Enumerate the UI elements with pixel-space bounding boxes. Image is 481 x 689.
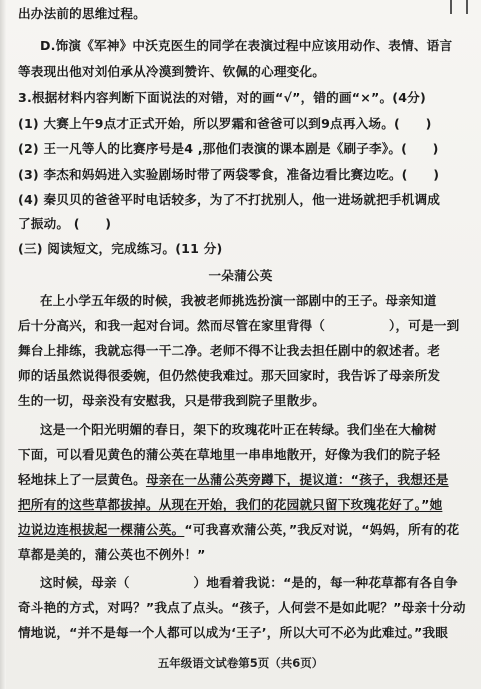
page-fold-shadow: [0, 0, 6, 689]
judge-item-1: (1) 大赛上午9点才正式开始，所以罗霜和爸爸可以到9点再入场。( ): [18, 116, 432, 131]
story-line: [18, 470, 463, 490]
underlined-sentence: 把所有的这些草都拔掉。从现在开始，我们的花园就只留下玫瑰花好了。”她: [18, 497, 443, 512]
story-line: 生的一切，母亲没有安慰我，只是带我到院子里散步。: [18, 393, 326, 408]
judge-item-4: (4) 秦贝贝的爸爸平时电话较多，为了不打扰别人，他一进场就把手机调成: [18, 192, 441, 207]
story-line: 奇斗艳的方式，对吗？”我点了点头。“孩子，人何尝不是如此呢？”母亲十分动: [18, 600, 466, 615]
story-line: 草都是美的，蒲公英也不例外！”: [18, 547, 206, 562]
story-title: 一朵蒲公英: [208, 268, 273, 283]
text-line: 等表现出他对刘伯承从冷漠到赞许、钦佩的心理变化。: [18, 64, 326, 79]
page-footer: 五年级语文试卷第5页（共6页）: [157, 656, 324, 670]
corner-mark: [466, 0, 468, 14]
story-text: “可我喜欢蒲公英，”我反对说，“妈妈，所有的花: [184, 522, 460, 537]
story-line: 这时候，母亲（ ）地看着我说：“是的，每一种花草都有各自争: [40, 575, 458, 590]
section-3-heading: (三) 阅读短文，完成练习。(11 分): [18, 241, 223, 256]
story-line: 在上小学五年级的时候，我被老师挑选扮演一部剧中的王子。母亲知道: [40, 293, 437, 308]
story-line: [18, 495, 463, 515]
story-line: 舞台上排练，我就忘得一干二净。老师不得不让我去担任剧中的叙述者。老: [18, 343, 441, 358]
judge-item-3: (3) 李杰和妈妈进入实验剧场时带了两袋零食，准备边看比赛边吃。( ): [18, 167, 440, 182]
question-3: 3.根据材料内容判断下面说法的对错，对的画“√”，错的画“×”。(4分): [18, 90, 426, 105]
underlined-sentence: 母亲在一丛蒲公英旁蹲下，提议道：“孩子，我想还是: [145, 472, 449, 487]
story-line: 师的话虽然说得很委婉，但仍然使我难过。那天回家时，我告诉了母亲所发: [18, 368, 441, 383]
story-line: 情地说，“并不是每一个人都可以成为‘王子’，所以大可不必为此难过。”我眼: [18, 625, 449, 640]
story-line: 后十分高兴，和我一起对台词。然而尽管在家里背得（ ），可是一到: [18, 318, 460, 333]
judge-item-2: (2) 王一凡等人的比赛序号是4 ,那他们表演的课本剧是《刷子李》。( ): [18, 141, 439, 156]
text-line: 出办法前的思维过程。: [18, 6, 146, 21]
underlined-sentence: 边说边连根拔起一棵蒲公英。: [18, 522, 185, 537]
judge-item-4-cont: 了振动。 ( ): [18, 216, 112, 231]
story-line: [18, 520, 463, 540]
story-line: 这是一个阳光明媚的春日，架下的玫瑰花叶正在转绿。我们坐在大榆树: [40, 422, 437, 437]
story-text: 轻地抹上了一层黄色。: [18, 472, 146, 487]
option-d-line: D.饰演《军神》中沃克医生的同学在表演过程中应该用动作、表情、语言: [40, 38, 453, 53]
story-line: 下面，可以看见黄色的蒲公英在草地里一串串地散开，好像为我们的院子轻: [18, 447, 441, 462]
